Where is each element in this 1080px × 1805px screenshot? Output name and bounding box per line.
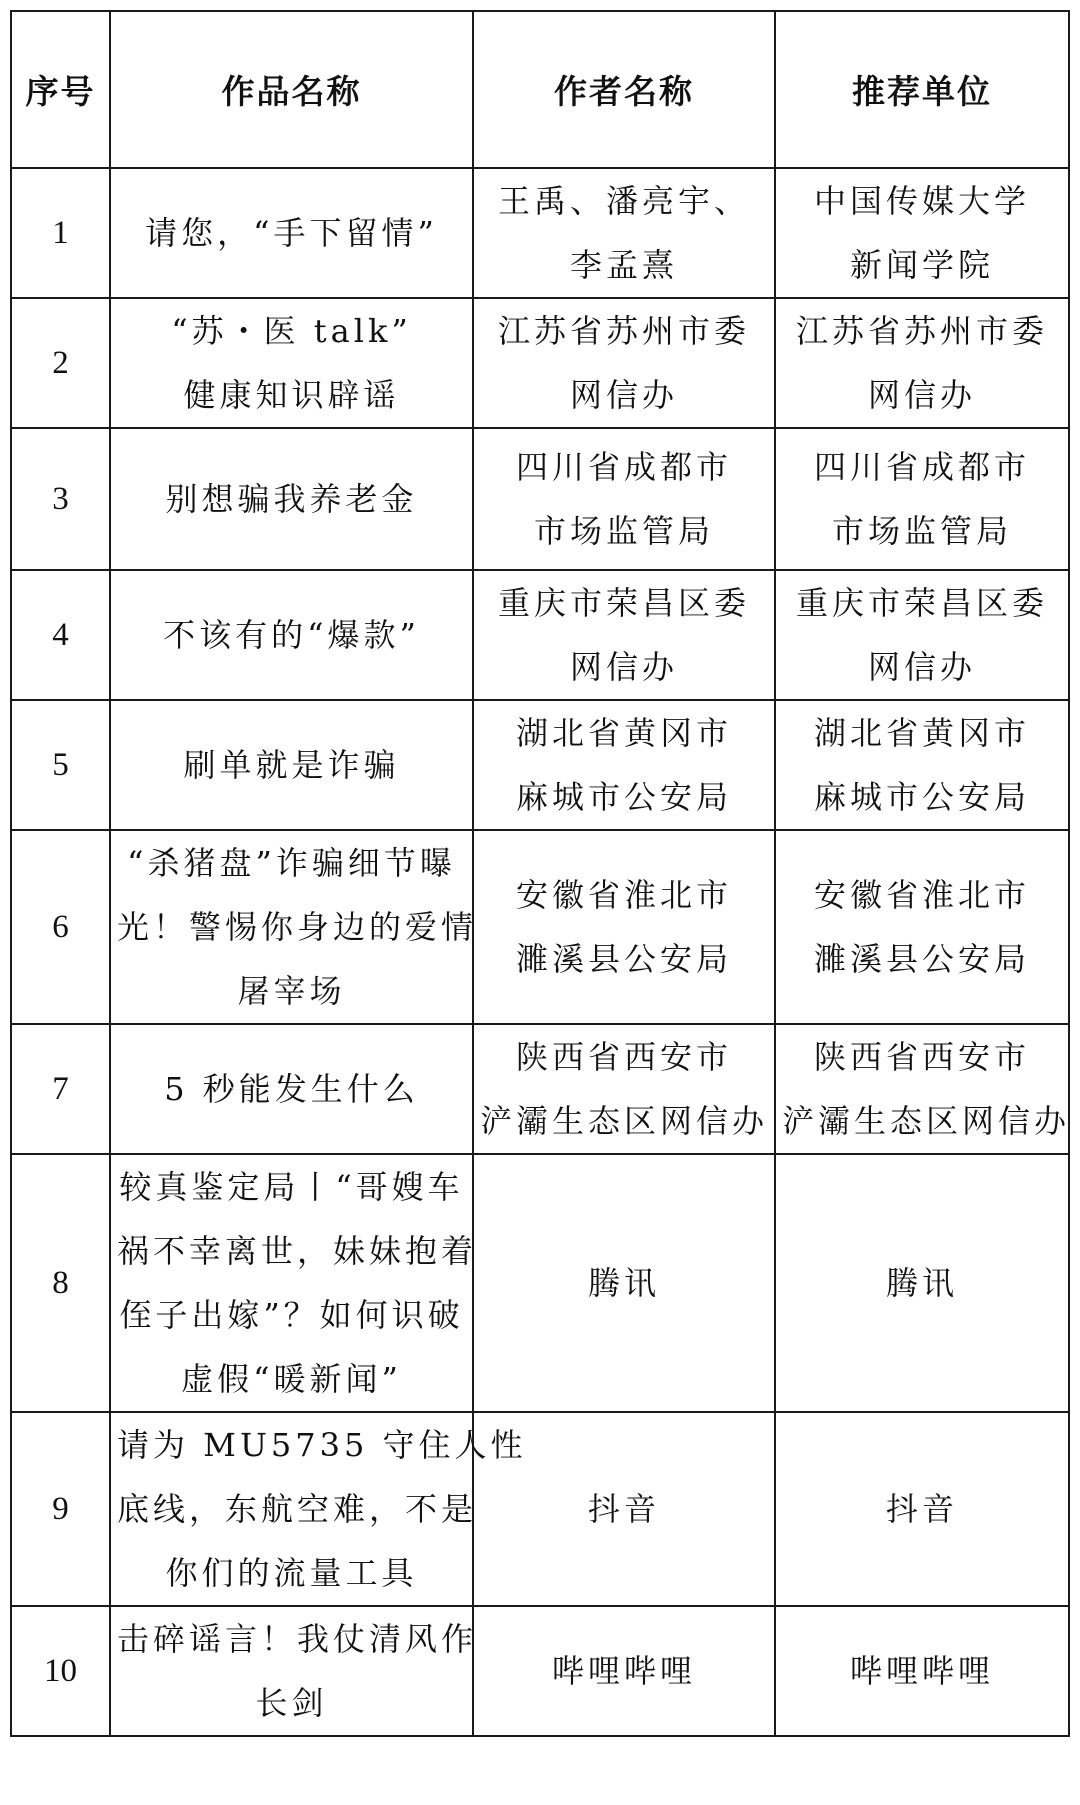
cell-unit-line: 四川省成都市 xyxy=(813,448,1030,486)
cell-author-line: 网信办 xyxy=(569,376,678,414)
cell-unit-line: 濉溪县公安局 xyxy=(813,940,1030,978)
cell-title xyxy=(110,700,473,830)
cell-title-line: 长剑 xyxy=(255,1684,328,1722)
cell-title-line: 屠宰场 xyxy=(237,972,346,1010)
cell-title-line: 健康知识辟谣 xyxy=(183,376,400,414)
cell-unit-line: 市场监管局 xyxy=(831,512,1012,550)
cell-title xyxy=(110,428,473,570)
table-row xyxy=(11,1412,1069,1606)
cell-index: 6 xyxy=(11,830,110,1024)
cell-unit xyxy=(775,1024,1069,1154)
cell-title xyxy=(110,168,473,298)
cell-author-line: 腾讯 xyxy=(587,1264,660,1302)
cell-author xyxy=(473,1154,775,1412)
cell-author xyxy=(473,1024,775,1154)
cell-title-line: 祸不幸离世，妹妹抱着 xyxy=(117,1232,478,1270)
cell-title xyxy=(110,298,473,428)
cell-title-line: 刷单就是诈骗 xyxy=(183,746,400,784)
cell-unit-line: 哔哩哔哩 xyxy=(849,1652,994,1690)
cell-title-line: 虚假“暖新闻” xyxy=(181,1360,402,1398)
cell-author-line: 浐灞生态区网信办 xyxy=(480,1102,769,1140)
cell-unit xyxy=(775,1606,1069,1736)
cell-title-line: 底线，东航空难，不是 xyxy=(117,1490,478,1528)
cell-author-line: 江苏省苏州市委 xyxy=(497,312,750,350)
cell-unit-line: 湖北省黄冈市 xyxy=(813,714,1030,752)
cell-title-line: 不该有的“爆款” xyxy=(163,616,420,654)
header-title: 作品名称 xyxy=(110,11,473,168)
cell-author xyxy=(473,570,775,700)
cell-title-line: 较真鉴定局丨“哥嫂车 xyxy=(119,1168,464,1206)
cell-author xyxy=(473,830,775,1024)
cell-author-line: 四川省成都市 xyxy=(515,448,732,486)
table-row xyxy=(11,428,1069,570)
cell-unit-line: 浐灞生态区网信办 xyxy=(782,1102,1071,1140)
cell-index: 5 xyxy=(11,700,110,830)
cell-index: 1 xyxy=(11,168,110,298)
header-author: 作者名称 xyxy=(473,11,775,168)
cell-title-line: 5 秒能发生什么 xyxy=(164,1070,419,1108)
cell-unit xyxy=(775,428,1069,570)
award-table xyxy=(10,10,1070,1737)
cell-unit xyxy=(775,1412,1069,1606)
cell-title-line: “杀猪盘”诈骗细节曝 xyxy=(127,844,456,882)
cell-index: 9 xyxy=(11,1412,110,1606)
table-row xyxy=(11,298,1069,428)
cell-author xyxy=(473,168,775,298)
table-row xyxy=(11,830,1069,1024)
cell-author-line: 安徽省淮北市 xyxy=(515,876,732,914)
table-row xyxy=(11,700,1069,830)
cell-unit-line: 重庆市荣昌区委 xyxy=(795,584,1048,622)
cell-index: 2 xyxy=(11,298,110,428)
cell-author-line: 麻城市公安局 xyxy=(515,778,732,816)
table-row xyxy=(11,570,1069,700)
cell-author-line: 抖音 xyxy=(587,1490,660,1528)
cell-author-line: 王禹、潘亮宇、 xyxy=(497,182,750,220)
table-row xyxy=(11,1154,1069,1412)
cell-title-line: 光！警惕你身边的爱情 xyxy=(117,908,478,946)
cell-author xyxy=(473,428,775,570)
cell-unit xyxy=(775,700,1069,830)
cell-unit-line: 网信办 xyxy=(867,648,976,686)
cell-title-line: 击碎谣言！我仗清风作 xyxy=(117,1620,478,1658)
cell-unit xyxy=(775,570,1069,700)
cell-title xyxy=(110,1606,478,1736)
cell-title-line: 请您，“手下留情” xyxy=(145,214,438,252)
cell-author xyxy=(473,298,775,428)
cell-title-line: 别想骗我养老金 xyxy=(165,480,418,518)
cell-title xyxy=(110,1412,527,1606)
cell-unit xyxy=(775,1154,1069,1412)
table-row xyxy=(11,1024,1069,1154)
cell-unit-line: 抖音 xyxy=(885,1490,958,1528)
cell-author-line: 李孟熹 xyxy=(569,246,678,284)
cell-unit-line: 陕西省西安市 xyxy=(813,1038,1030,1076)
cell-author xyxy=(473,700,775,830)
cell-unit-line: 麻城市公安局 xyxy=(813,778,1030,816)
cell-author-line: 陕西省西安市 xyxy=(515,1038,732,1076)
cell-title-line: 请为 MU5735 守住人性 xyxy=(117,1426,527,1464)
cell-author-line: 网信办 xyxy=(569,648,678,686)
cell-author-line: 市场监管局 xyxy=(533,512,714,550)
cell-index: 4 xyxy=(11,570,110,700)
cell-index: 10 xyxy=(11,1606,110,1736)
cell-unit-line: 江苏省苏州市委 xyxy=(795,312,1048,350)
table-header-row xyxy=(11,11,1069,168)
cell-title xyxy=(110,1024,473,1154)
table-row xyxy=(11,1606,1069,1736)
header-index: 序号 xyxy=(11,11,110,168)
header-unit: 推荐单位 xyxy=(775,11,1069,168)
cell-title xyxy=(110,570,473,700)
cell-title xyxy=(110,830,478,1024)
cell-index: 3 xyxy=(11,428,110,570)
cell-title-line: 侄子出嫁”？如何识破 xyxy=(119,1296,464,1334)
cell-author-line: 哔哩哔哩 xyxy=(551,1652,696,1690)
cell-unit xyxy=(775,168,1069,298)
cell-unit-line: 网信办 xyxy=(867,376,976,414)
cell-title-line: “苏・医 talk” xyxy=(171,312,412,350)
cell-author-line: 重庆市荣昌区委 xyxy=(497,584,750,622)
cell-title-line: 你们的流量工具 xyxy=(165,1554,418,1592)
cell-author xyxy=(473,1606,775,1736)
cell-unit xyxy=(775,830,1069,1024)
cell-title xyxy=(110,1154,478,1412)
cell-unit-line: 安徽省淮北市 xyxy=(813,876,1030,914)
cell-unit-line: 中国传媒大学 xyxy=(813,182,1030,220)
cell-index: 7 xyxy=(11,1024,110,1154)
cell-unit xyxy=(775,298,1069,428)
cell-index: 8 xyxy=(11,1154,110,1412)
table-row xyxy=(11,168,1069,298)
cell-author-line: 湖北省黄冈市 xyxy=(515,714,732,752)
cell-author-line: 濉溪县公安局 xyxy=(515,940,732,978)
cell-unit-line: 腾讯 xyxy=(885,1264,958,1302)
cell-unit-line: 新闻学院 xyxy=(849,246,994,284)
